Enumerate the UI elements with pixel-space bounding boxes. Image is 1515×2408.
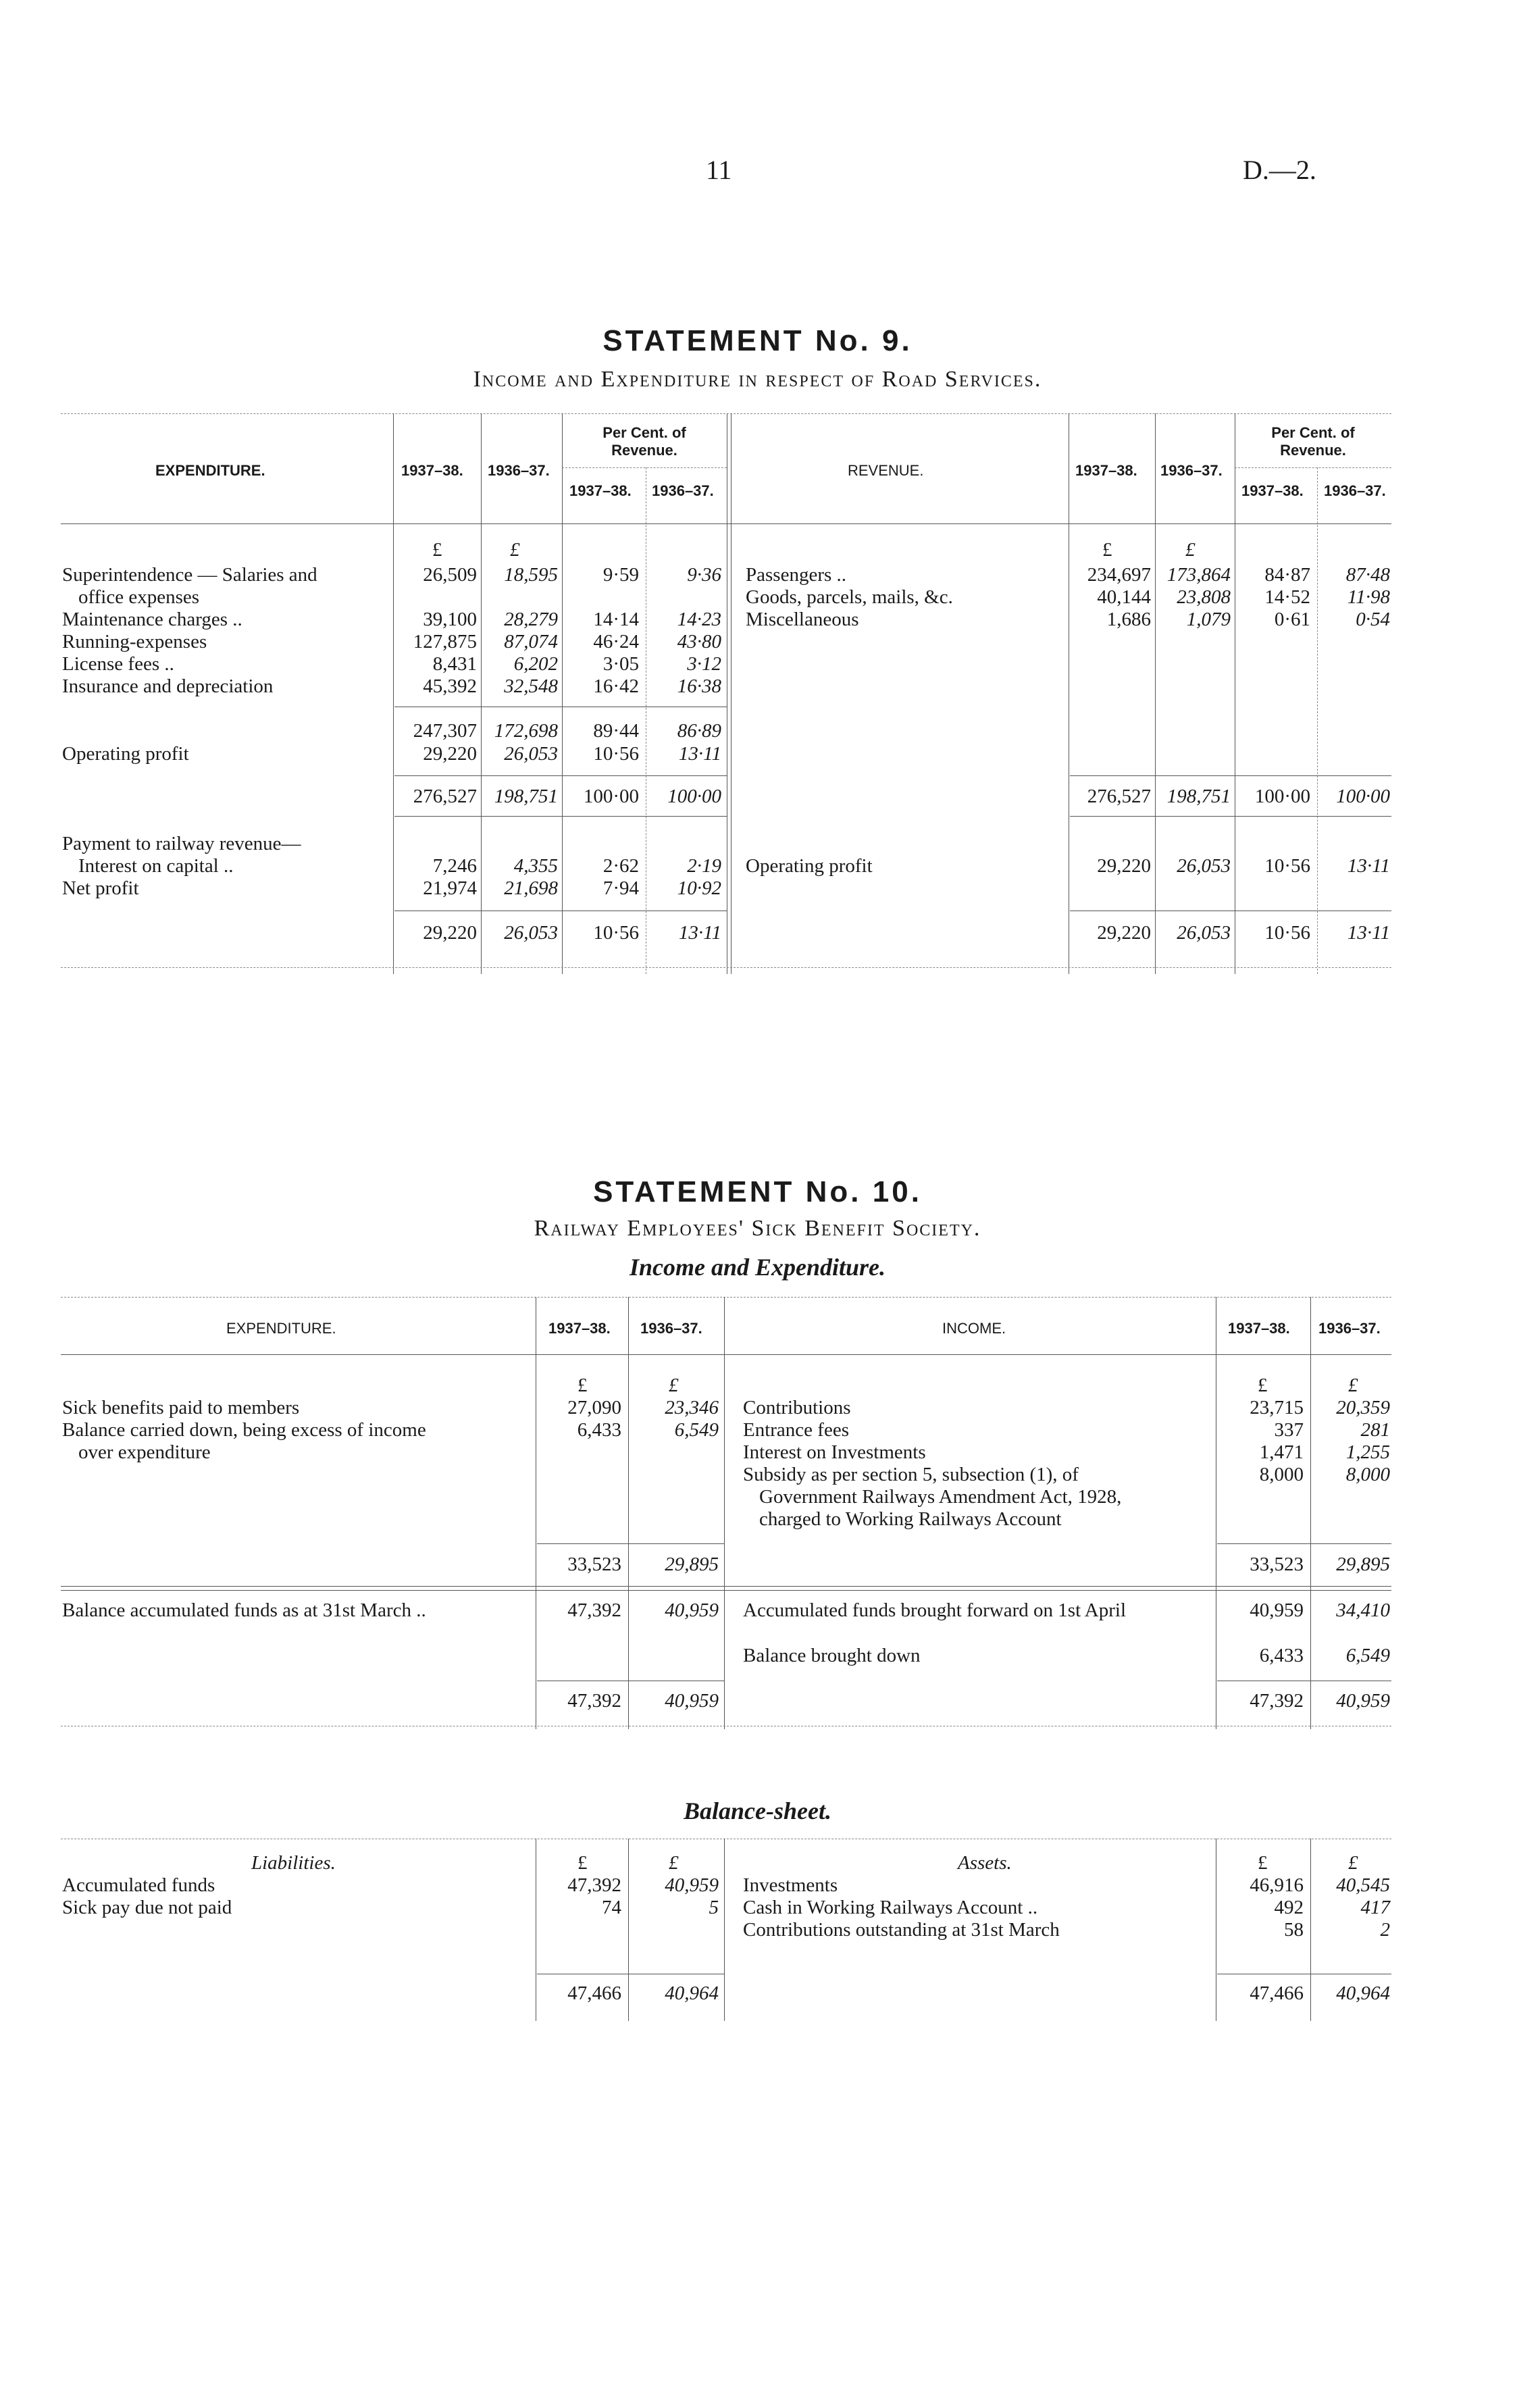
balance-sheet-title: Balance-sheet. — [684, 1797, 831, 1824]
cell-value: 33,523 — [1250, 1554, 1304, 1575]
cell-value: 8,000 — [1345, 1464, 1390, 1485]
row-label: Investments — [743, 1874, 838, 1896]
cell-value: 2·62 — [602, 855, 639, 877]
row-label: Superintendence — Salaries and — [62, 564, 317, 586]
row-label: Contributions — [743, 1397, 851, 1418]
cell-value: 13·11 — [1347, 922, 1390, 944]
rule-vertical — [724, 1839, 725, 2021]
cell-value: 127,875 — [413, 631, 477, 652]
rule-vertical — [1310, 1297, 1311, 1729]
rule-horizontal — [61, 523, 1391, 524]
cell-value: 198,751 — [494, 786, 558, 807]
cell-value: 6,549 — [1345, 1645, 1390, 1666]
row-label: Sick pay due not paid — [62, 1897, 232, 1918]
cell-value: 2·19 — [687, 855, 721, 877]
cell-value: 6,202 — [513, 653, 558, 675]
rule-horizontal — [61, 967, 1391, 968]
rule-vertical — [628, 1839, 629, 2021]
rule-horizontal — [61, 413, 1391, 414]
cell-value: 247,307 — [413, 720, 477, 742]
cell-value: 47,466 — [567, 1982, 621, 2004]
header-year-1937-38: 1937–38. — [548, 1320, 611, 1337]
cell-value: 1,079 — [1186, 609, 1231, 630]
cell-value: 29,895 — [665, 1554, 719, 1575]
header-rev-pct-1937-38: 1937–38. — [1241, 482, 1304, 499]
header-rev-year-1936-37: 1936–37. — [1160, 462, 1223, 479]
header-inc-year-1936-37: 1936–37. — [1318, 1320, 1381, 1337]
row-label: Cash in Working Railways Account .. — [743, 1897, 1038, 1918]
cell-value: 100·00 — [1336, 786, 1390, 807]
currency-symbol: £ — [432, 539, 442, 561]
income-expenditure-title: Income and Expenditure. — [629, 1254, 886, 1281]
row-label: Balance brought down — [743, 1645, 921, 1666]
cell-value: 0·54 — [1356, 609, 1390, 630]
rule-horizontal — [61, 1590, 1391, 1591]
cell-value: 6,549 — [674, 1419, 719, 1441]
cell-value: 14·52 — [1264, 586, 1310, 608]
rule-horizontal — [1070, 816, 1391, 817]
cell-value: 47,392 — [567, 1690, 621, 1712]
header-year-1936-37: 1936–37. — [488, 462, 550, 479]
rule-horizontal — [537, 1543, 724, 1544]
cell-value: 84·87 — [1264, 564, 1310, 586]
row-label: Net profit — [62, 877, 139, 899]
cell-value: 16·42 — [593, 675, 639, 697]
cell-value: 29,220 — [1097, 855, 1151, 877]
currency-symbol: £ — [669, 1852, 679, 1874]
cell-value: 87·48 — [1345, 564, 1390, 586]
header-revenue: REVENUE. — [848, 462, 924, 479]
cell-value: 10·92 — [677, 877, 721, 899]
cell-value: 27,090 — [567, 1397, 621, 1418]
currency-symbol: £ — [669, 1375, 679, 1396]
cell-value: 14·14 — [593, 609, 639, 630]
cell-value: 6,433 — [577, 1419, 621, 1441]
header-expenditure: EXPENDITURE. — [226, 1320, 336, 1337]
rule-horizontal — [1217, 1543, 1391, 1544]
statement-10-title: STATEMENT No. 10. — [593, 1175, 922, 1208]
cell-value: 276,527 — [413, 786, 477, 807]
cell-value: 32,548 — [504, 675, 558, 697]
cell-value: 276,527 — [1087, 786, 1151, 807]
row-label: over expenditure — [78, 1441, 211, 1463]
cell-value: 18,595 — [504, 564, 558, 586]
currency-symbol: £ — [577, 1375, 588, 1396]
cell-value: 40,959 — [1250, 1599, 1304, 1621]
statement-9-subtitle: Income and Expenditure in respect of Road Services. — [473, 367, 1042, 392]
row-label: Entrance fees — [743, 1419, 849, 1441]
row-label: Interest on Investments — [743, 1441, 926, 1463]
cell-value: 26,053 — [504, 922, 558, 944]
rule-horizontal — [562, 467, 727, 468]
row-label: Maintenance charges .. — [62, 609, 242, 630]
cell-value: 13·11 — [678, 743, 721, 765]
row-label: Subsidy as per section 5, subsection (1), of — [743, 1464, 1079, 1485]
row-label: Sick benefits paid to members — [62, 1397, 300, 1418]
cell-value: 87,074 — [504, 631, 558, 652]
cell-value: 26,053 — [504, 743, 558, 765]
cell-value: 100·00 — [1254, 786, 1310, 807]
row-label: Interest on capital .. — [78, 855, 234, 877]
currency-symbol: £ — [1185, 539, 1196, 561]
rule-horizontal — [61, 1297, 1391, 1298]
cell-value: 40,959 — [665, 1874, 719, 1896]
currency-symbol: £ — [1348, 1375, 1358, 1396]
cell-value: 33,523 — [567, 1554, 621, 1575]
rule-horizontal — [394, 775, 727, 776]
cell-value: 1,255 — [1345, 1441, 1390, 1463]
cell-value: 40,959 — [1336, 1690, 1390, 1712]
statement-10-subtitle: Railway Employees' Sick Benefit Society. — [534, 1216, 981, 1241]
rule-vertical — [724, 1297, 725, 1729]
cell-value: 23,715 — [1250, 1397, 1304, 1418]
cell-value: 40,545 — [1336, 1874, 1390, 1896]
rule-horizontal — [1070, 775, 1391, 776]
row-label: charged to Working Railways Account — [759, 1508, 1062, 1530]
cell-value: 21,698 — [504, 877, 558, 899]
rule-vertical — [1310, 1839, 1311, 2021]
cell-value: 10·56 — [593, 743, 639, 765]
liabilities-heading: Liabilities. — [251, 1852, 336, 1874]
cell-value: 4,355 — [513, 855, 558, 877]
cell-value: 417 — [1360, 1897, 1390, 1918]
cell-value: 337 — [1274, 1419, 1304, 1441]
header-rev-year-1937-38: 1937–38. — [1075, 462, 1137, 479]
header-expenditure: EXPENDITURE. — [155, 462, 265, 479]
row-label: Miscellaneous — [746, 609, 859, 630]
row-label: Operating profit — [746, 855, 873, 877]
cell-value: 20,359 — [1336, 1397, 1390, 1418]
rule-horizontal — [61, 1586, 1391, 1587]
currency-symbol: £ — [1348, 1852, 1358, 1874]
cell-value: 45,392 — [423, 675, 477, 697]
row-label: Government Railways Amendment Act, 1928, — [759, 1486, 1122, 1508]
cell-value: 13·11 — [678, 922, 721, 944]
cell-value: 29,895 — [1336, 1554, 1390, 1575]
cell-value: 34,410 — [1336, 1599, 1390, 1621]
header-pct-1936-37: 1936–37. — [652, 482, 714, 499]
cell-value: 29,220 — [423, 743, 477, 765]
page-number: 11 — [706, 155, 732, 185]
row-label: Operating profit — [62, 743, 189, 765]
cell-value: 40,959 — [665, 1690, 719, 1712]
cell-value: 0·61 — [1274, 609, 1310, 630]
cell-value: 3·12 — [687, 653, 721, 675]
assets-heading: Assets. — [958, 1852, 1012, 1874]
cell-value: 28,279 — [504, 609, 558, 630]
row-label: Running-expenses — [62, 631, 207, 652]
header-pct-1937-38: 1937–38. — [569, 482, 632, 499]
cell-value: 11·98 — [1347, 586, 1390, 608]
cell-value: 100·00 — [667, 786, 721, 807]
cell-value: 46·24 — [593, 631, 639, 652]
currency-symbol: £ — [1102, 539, 1112, 561]
currency-symbol: £ — [1258, 1852, 1268, 1874]
cell-value: 7·94 — [602, 877, 639, 899]
cell-value: 47,466 — [1250, 1982, 1304, 2004]
cell-value: 173,864 — [1166, 564, 1231, 586]
cell-value: 14·23 — [677, 609, 721, 630]
header-percent-revenue: Per Cent. of Revenue. — [602, 424, 686, 459]
cell-value: 21,974 — [423, 877, 477, 899]
rule-vertical — [481, 413, 482, 974]
row-label: Insurance and depreciation — [62, 675, 274, 697]
row-label: Passengers .. — [746, 564, 847, 586]
rule-vertical — [1155, 413, 1156, 974]
cell-value: 23,346 — [665, 1397, 719, 1418]
currency-symbol: £ — [577, 1852, 588, 1874]
cell-value: 23,808 — [1177, 586, 1231, 608]
page-reference: D.—2. — [1243, 155, 1316, 185]
rule-vertical — [562, 413, 563, 974]
cell-value: 29,220 — [1097, 922, 1151, 944]
cell-value: 3·05 — [602, 653, 639, 675]
cell-value: 2 — [1380, 1919, 1390, 1941]
cell-value: 40,964 — [665, 1982, 719, 2004]
currency-symbol: £ — [510, 539, 520, 561]
header-year-1937-38: 1937–38. — [401, 462, 463, 479]
rule-horizontal — [394, 816, 727, 817]
cell-value: 10·56 — [1264, 922, 1310, 944]
cell-value: 47,392 — [1250, 1690, 1304, 1712]
cell-value: 40,964 — [1336, 1982, 1390, 2004]
header-rev-pct-1936-37: 1936–37. — [1324, 482, 1386, 499]
rule-vertical — [1317, 467, 1318, 974]
rule-vertical — [628, 1297, 629, 1729]
cell-value: 43·80 — [677, 631, 721, 652]
row-label: Contributions outstanding at 31st March — [743, 1919, 1060, 1941]
header-year-1936-37: 1936–37. — [640, 1320, 702, 1337]
cell-value: 29,220 — [423, 922, 477, 944]
cell-value: 1,686 — [1106, 609, 1151, 630]
row-label: Accumulated funds — [62, 1874, 215, 1896]
cell-value: 86·89 — [677, 720, 721, 742]
cell-value: 172,698 — [494, 720, 558, 742]
row-label: Accumulated funds brought forward on 1st April — [743, 1599, 1127, 1621]
cell-value: 8,000 — [1259, 1464, 1304, 1485]
cell-value: 9·36 — [687, 564, 721, 586]
cell-value: 47,392 — [567, 1599, 621, 1621]
header-inc-year-1937-38: 1937–38. — [1228, 1320, 1290, 1337]
cell-value: 26,053 — [1177, 922, 1231, 944]
currency-symbol: £ — [1258, 1375, 1268, 1396]
cell-value: 26,053 — [1177, 855, 1231, 877]
header-income: INCOME. — [942, 1320, 1006, 1337]
cell-value: 281 — [1360, 1419, 1390, 1441]
cell-value: 89·44 — [593, 720, 639, 742]
cell-value: 6,433 — [1259, 1645, 1304, 1666]
rule-horizontal — [1235, 467, 1391, 468]
cell-value: 26,509 — [423, 564, 477, 586]
row-label: Payment to railway revenue— — [62, 833, 301, 854]
row-label: Goods, parcels, mails, &c. — [746, 586, 953, 608]
cell-value: 198,751 — [1166, 786, 1231, 807]
cell-value: 10·56 — [1264, 855, 1310, 877]
cell-value: 100·00 — [583, 786, 639, 807]
cell-value: 234,697 — [1087, 564, 1151, 586]
rule-vertical — [393, 413, 394, 974]
cell-value: 46,916 — [1250, 1874, 1304, 1896]
cell-value: 10·56 — [593, 922, 639, 944]
cell-value: 7,246 — [432, 855, 477, 877]
cell-value: 40,144 — [1097, 586, 1151, 608]
row-label: office expenses — [78, 586, 200, 608]
cell-value: 40,959 — [665, 1599, 719, 1621]
cell-value: 5 — [709, 1897, 719, 1918]
row-label: Balance carried down, being excess of income — [62, 1419, 426, 1441]
rule-horizontal — [61, 1354, 1391, 1355]
cell-value: 47,392 — [567, 1874, 621, 1896]
cell-value: 16·38 — [677, 675, 721, 697]
cell-value: 58 — [1284, 1919, 1304, 1941]
header-rev-percent-revenue: Per Cent. of Revenue. — [1271, 424, 1355, 459]
cell-value: 13·11 — [1347, 855, 1390, 877]
cell-value: 9·59 — [602, 564, 639, 586]
statement-9-title: STATEMENT No. 9. — [602, 324, 913, 357]
cell-value: 492 — [1274, 1897, 1304, 1918]
cell-value: 8,431 — [432, 653, 477, 675]
row-label: Balance accumulated funds as at 31st March .. — [62, 1599, 426, 1621]
cell-value: 1,471 — [1259, 1441, 1304, 1463]
cell-value: 39,100 — [423, 609, 477, 630]
row-label: License fees .. — [62, 653, 174, 675]
cell-value: 74 — [602, 1897, 621, 1918]
